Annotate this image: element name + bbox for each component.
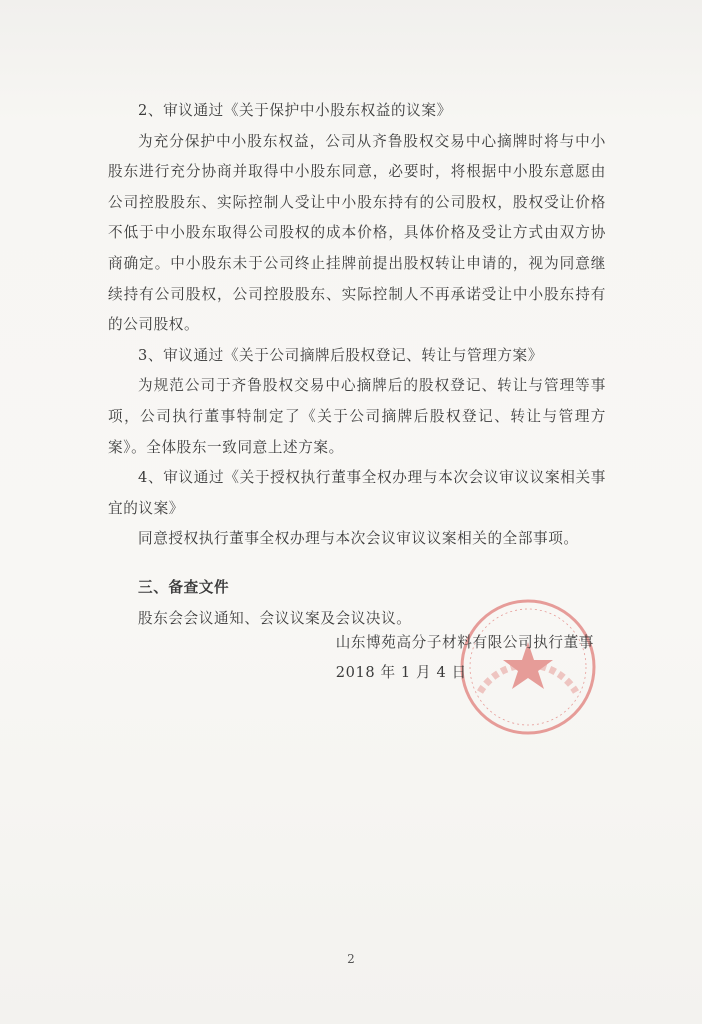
section-3-body: 股东会会议通知、会议议案及会议决议。: [138, 609, 412, 627]
item-3-title: 3、审议通过《关于公司摘牌后股权登记、转让与管理方案》: [138, 346, 543, 364]
document-body: [108, 96, 606, 634]
section-3-heading: 三、备查文件: [138, 578, 230, 596]
item-4-title: 4、审议通过《关于授权执行董事全权办理与本次会议审议议案相关事宜的议案》: [108, 469, 606, 517]
item-2-body: 为充分保护中小股东权益，公司从齐鲁股权交易中心摘牌时将与中小股东进行充分协商并取得中小股东同意，必要时，将根据中小股东意愿由公司控股股东、实际控制人受让中小股东持有的公司股权，股权受让价格不低于中小股东取得公司股权的成本价格，具体价格及受让方式由双方协商确定。中小股东未于公司终止挂牌前提出股权转让申请的，视为同意继续持有公司股权，公司控股股东、实际控制人不再承诺受让中小股东持有的公司股权。: [108, 132, 606, 334]
signature-company: 山东博苑高分子材料有限公司执行董事: [335, 634, 594, 651]
signature-date: 2018 年 1 月 4 日: [335, 664, 467, 681]
page-number: 2: [347, 952, 355, 966]
item-4-body: 同意授权执行董事全权办理与本次会议审议议案相关的全部事项。: [138, 530, 579, 548]
item-3-body: 为规范公司于齐鲁股权交易中心摘牌后的股权登记、转让与管理等事项，公司执行董事特制定了《关于公司摘牌后股权登记、转让与管理方案》。全体股东一致同意上述方案。: [108, 377, 606, 456]
signature-block: [336, 628, 594, 688]
item-2-title: 2、审议通过《关于保护中小股东权益的议案》: [138, 102, 452, 119]
